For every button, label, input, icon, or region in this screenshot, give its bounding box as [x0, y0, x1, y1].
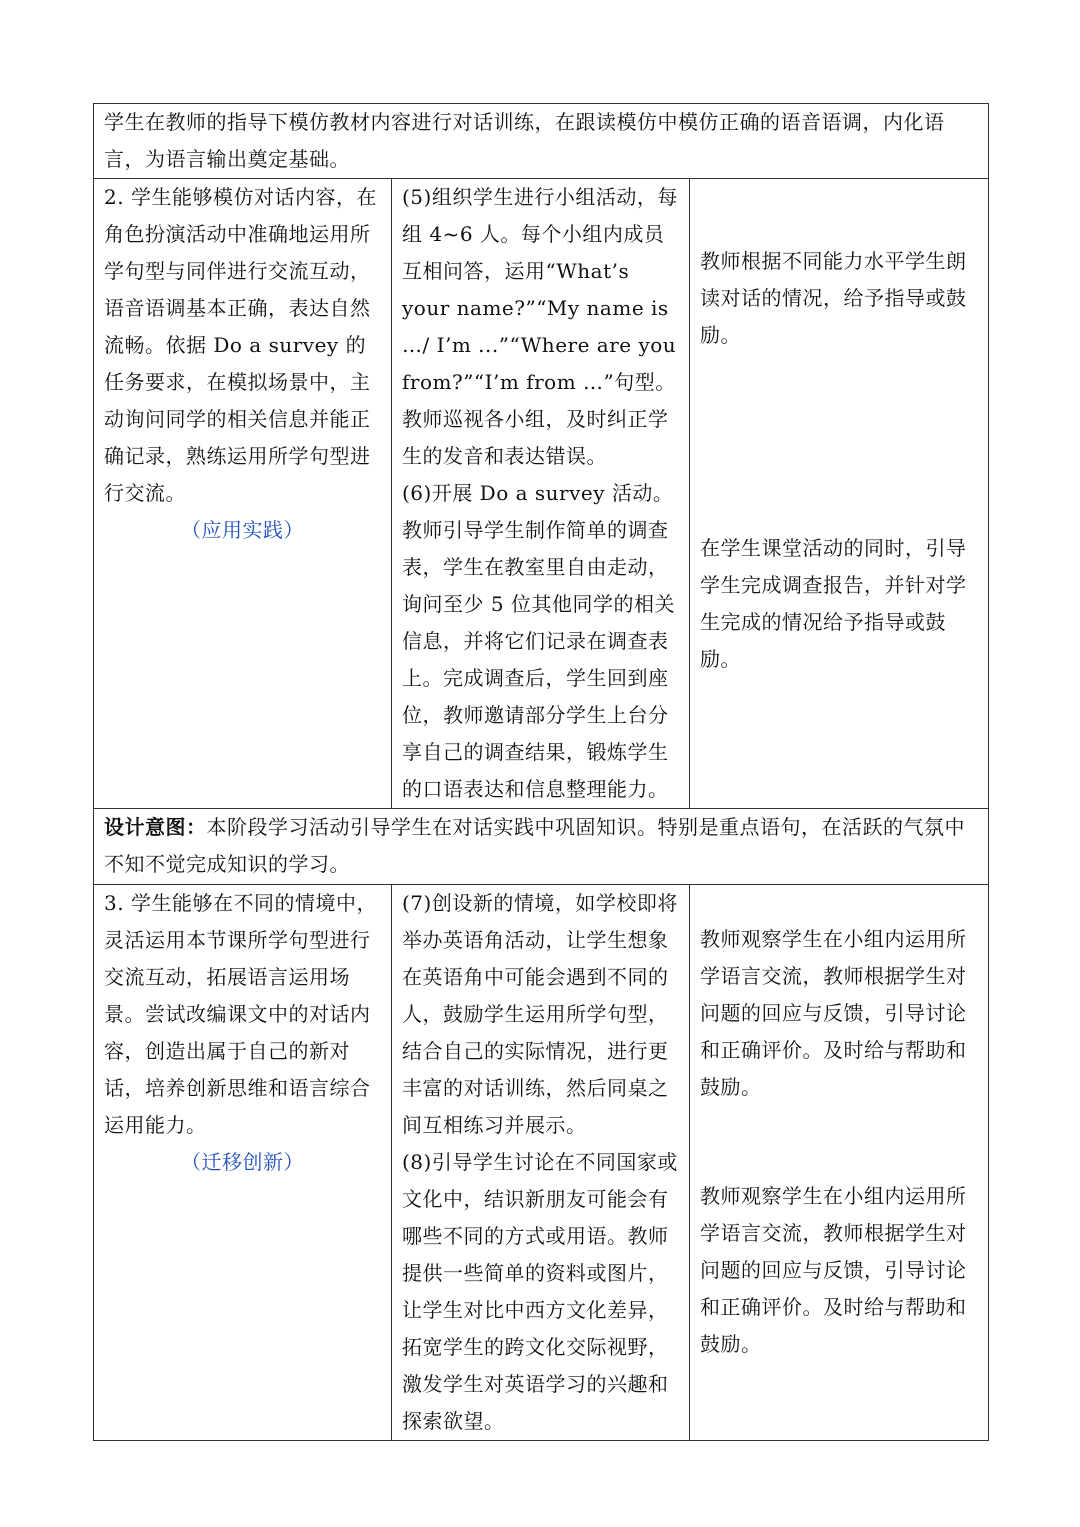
evaluation-3-text: 教师观察学生在小组内运用所学语言交流，教师根据学生对问题的回应与反馈，引导讨论和正确评价。及时给与帮助和鼓励。 [700, 927, 967, 1099]
activity-cell-3 [392, 885, 690, 1441]
activity-cell-2 [392, 179, 690, 809]
lesson-plan-table [93, 103, 989, 1441]
evaluation-2-text: 在学生课堂活动的同时，引导学生完成调查报告，并针对学生完成的情况给予指导或鼓励。 [700, 536, 967, 671]
evaluation-spacer-2 [700, 1106, 978, 1178]
activity-7-text: (7)创设新的情境，如学校即将举办英语角活动，让学生想象在英语角中可能会遇到不同的人，鼓励学生运用所学句型，结合自己的实际情况，进行更丰富的对话训练，然后同桌之间互相练习并展示。 [402, 891, 678, 1137]
evaluation-cell-2 [690, 179, 989, 809]
objective-cell-2 [94, 179, 392, 809]
objective-text-3: 3. 学生能够在不同的情境中，灵活运用本节课所学句型进行交流互动，拓展语言运用场景。尝试改编课文中的对话内容，创造出属于自己的新对话，培养创新思维和语言综合运用能力。 [104, 891, 377, 1137]
stage-tag-transfer: （迁移创新） [181, 1150, 304, 1174]
row-3 [94, 885, 989, 1441]
stage-tag-application: （应用实践） [181, 518, 304, 542]
activity-8-text: (8)引导学生讨论在不同国家或文化中，结识新朋友可能会有哪些不同的方式或用语。教师提供一些简单的资料或图片，让学生对比中西方文化差异，拓宽学生的跨文化交际视野，激发学生对英语学习的兴趣和探索欲望。 [402, 1150, 678, 1433]
intro-row [94, 104, 989, 179]
intro-text: 学生在教师的指导下模仿教材内容进行对话训练，在跟读模仿中模仿正确的语音语调，内化语言，为语言输出奠定基础。 [104, 110, 945, 171]
activity-6-text: (6)开展 Do a survey 活动。教师引导学生制作简单的调查表，学生在教室里自由走动，询问至少 5 位其他同学的相关信息，并将它们记录在调查表上。完成调查后，学生回到座位，教师邀请部分学生上台分享自己的调查结果，锻炼学生的口语表达和信息整理能力。 [402, 481, 675, 801]
row-2 [94, 179, 989, 809]
design-intent-row [94, 809, 989, 885]
objective-cell-3 [94, 885, 392, 1441]
evaluation-cell-3 [690, 885, 989, 1441]
design-intent-text: 本阶段学习活动引导学生在对话实践中巩固知识。特别是重点语句，在活跃的气氛中不知不觉完成知识的学习。 [104, 815, 965, 876]
design-intent-label: 设计意图： [104, 815, 207, 839]
objective-text-2: 2. 学生能够模仿对话内容，在角色扮演活动中准确地运用所学句型与同伴进行交流互动，语音语调基本正确，表达自然流畅。依据 Do a survey 的任务要求，在模拟场景中，主动询问同学的相关信息并能正确记录，熟练运用所学句型进行交流。 [104, 185, 377, 505]
evaluation-spacer [700, 354, 978, 530]
evaluation-4-text: 教师观察学生在小组内运用所学语言交流，教师根据学生对问题的回应与反馈，引导讨论和正确评价。及时给与帮助和鼓励。 [700, 1184, 967, 1356]
design-intent-cell [94, 809, 989, 885]
intro-cell [94, 104, 989, 179]
activity-5-text: (5)组织学生进行小组活动，每组 4~6 人。每个小组内成员互相问答，运用“What’s your name?”“My name is …/ I’m ...”“Where are you from?”“I’m from …”句型。教师巡视各小组，及时纠正学生的发音和表达错误。 [402, 185, 678, 468]
evaluation-1-text: 教师根据不同能力水平学生朗读对话的情况，给予指导或鼓励。 [700, 249, 967, 347]
